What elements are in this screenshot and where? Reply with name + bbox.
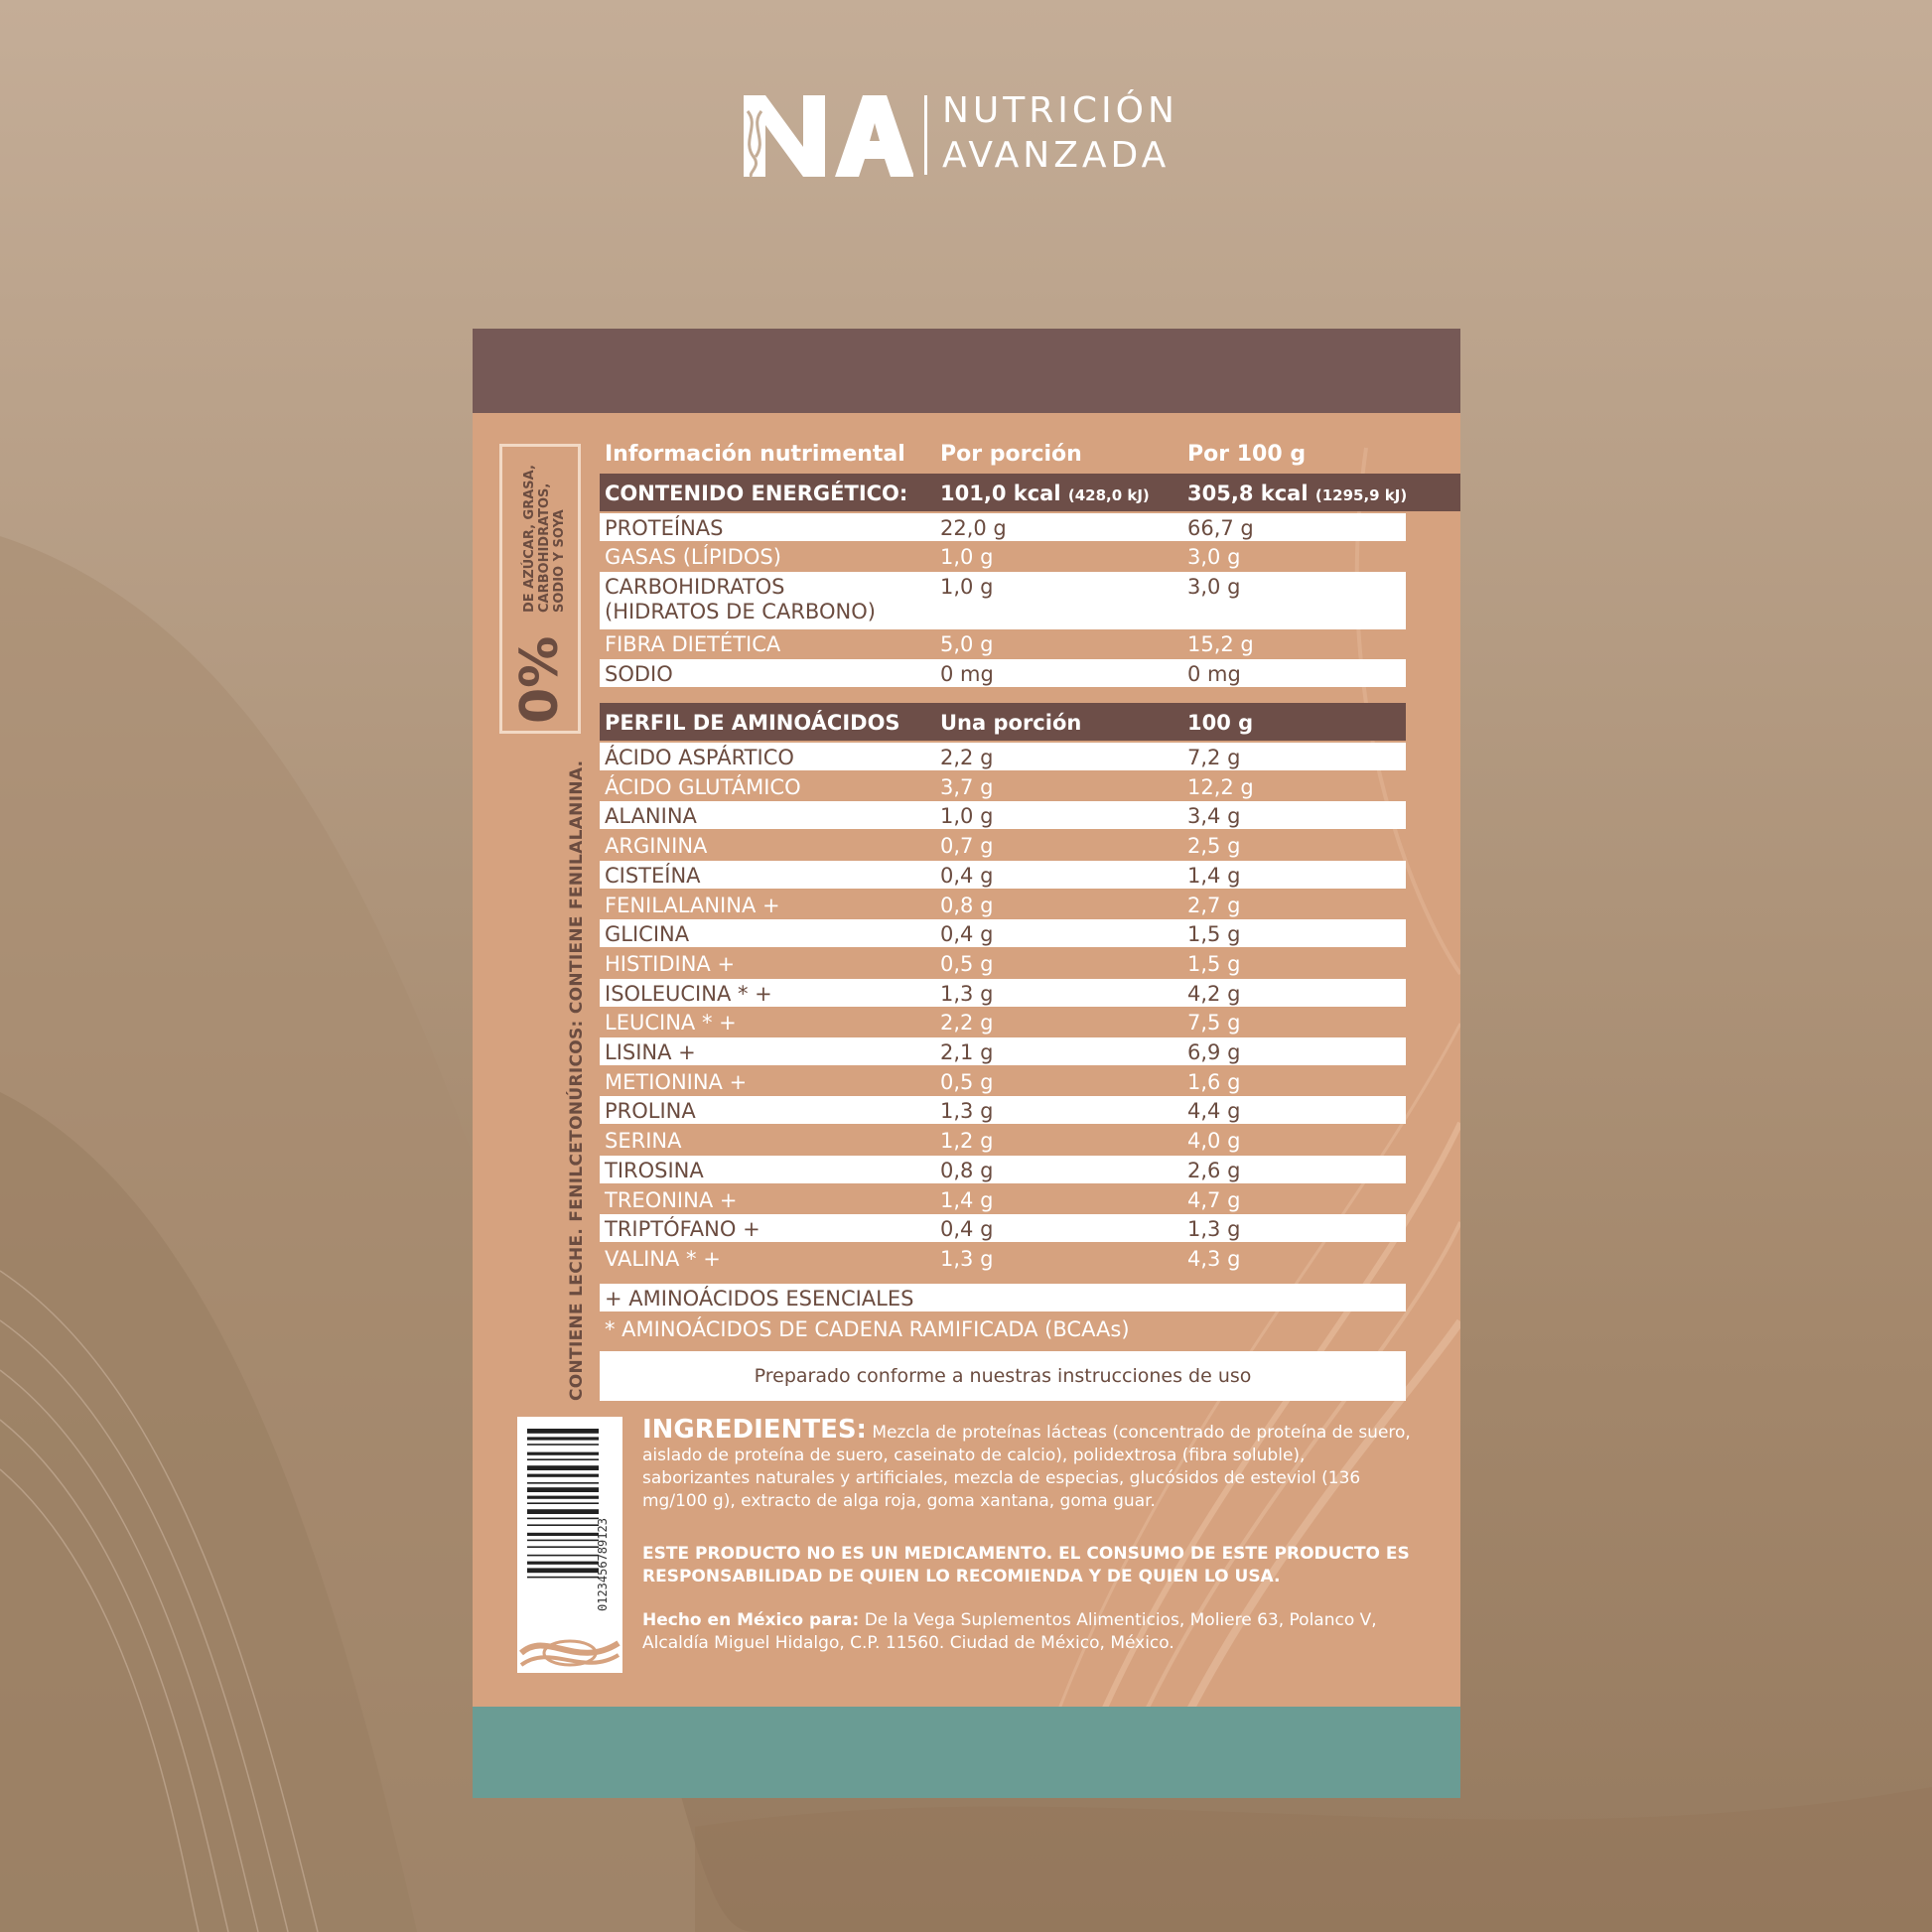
row-portion: 2,1 g [940, 1040, 994, 1064]
energy-label: CONTENIDO ENERGÉTICO: [605, 482, 908, 505]
row-label: TIROSINA [605, 1158, 704, 1182]
row-label: SERINA [605, 1129, 682, 1154]
prepared-note: Preparado conforme a nuestras instrucciones de uso [600, 1351, 1406, 1401]
row-per100: 6,9 g [1187, 1040, 1241, 1064]
header-per100: Por 100 g [1187, 442, 1307, 467]
ingredients-heading: INGREDIENTES: [642, 1415, 867, 1445]
row-portion: 1,3 g [940, 1099, 994, 1124]
row-label: FIBRA DIETÉTICA [605, 632, 781, 656]
row-per100: 1,3 g [1187, 1217, 1241, 1242]
energy-per100 [1187, 482, 1407, 505]
row-label: METIONINA + [605, 1069, 748, 1094]
row-label: VALINA * + [605, 1246, 721, 1271]
row-label: GLICINA [605, 922, 690, 947]
row-per100: 7,5 g [1187, 1011, 1241, 1035]
nutrition-header [600, 436, 1460, 472]
na-logo-icon [740, 91, 913, 181]
row-per100: 1,4 g [1187, 863, 1241, 888]
amino-row [600, 1096, 1406, 1124]
row-per100: 3,4 g [1187, 804, 1241, 829]
row-per100: 66,7 g [1187, 516, 1254, 540]
amino-row [600, 891, 1406, 918]
row-portion: 1,0 g [940, 575, 994, 599]
brand-divider [924, 95, 927, 175]
energy-portion-kj: (428,0 kJ) [1067, 486, 1150, 504]
row-label: PROTEÍNAS [605, 516, 724, 540]
row-portion: 5,0 g [940, 632, 994, 656]
amino-row [600, 1067, 1406, 1095]
row-label: FENILALANINA + [605, 893, 780, 917]
amino-row [600, 1156, 1406, 1183]
amino-row [600, 1244, 1406, 1272]
amino-header-portion: Una porción [940, 711, 1082, 735]
amino-row [600, 1185, 1406, 1213]
nutrition-row [600, 542, 1406, 570]
row-per100: 4,7 g [1187, 1187, 1241, 1212]
bcaa-note: * AMINOÁCIDOS DE CADENA RAMIFICADA (BCAAs) [605, 1317, 1130, 1341]
row-per100: 4,3 g [1187, 1246, 1241, 1271]
amino-row [600, 831, 1406, 859]
made-in-text: De la Vega Suplementos Alimenticios, Moliere 63, Polanco V, Alcaldía Miguel Hidalgo, C.P. 11560. Ciudad de México, México. [642, 1610, 1377, 1653]
amino-row [600, 919, 1406, 947]
row-portion: 1,3 g [940, 1246, 994, 1271]
row-portion: 0,4 g [940, 1217, 994, 1242]
row-label: ISOLEUCINA * + [605, 981, 772, 1006]
zero-claim-text: DE AZÚCAR, GRASA, CARBOHIDRATOS, SODIO Y SOYA [522, 465, 567, 613]
amino-row [600, 979, 1406, 1007]
energy-per100-kcal: 305,8 kcal [1187, 482, 1309, 505]
energy-portion [940, 482, 1150, 505]
row-per100: 12,2 g [1187, 774, 1254, 799]
row-portion: 1,0 g [940, 545, 994, 569]
row-label: HISTIDINA + [605, 951, 736, 976]
label-bottom-band [473, 1707, 1460, 1798]
amino-row [600, 1008, 1406, 1035]
row-per100: 7,2 g [1187, 746, 1241, 769]
row-portion: 1,0 g [940, 804, 994, 829]
row-portion: 0,4 g [940, 922, 994, 947]
row-label: LISINA + [605, 1040, 696, 1064]
amino-header [600, 703, 1406, 741]
row-label: LEUCINA * + [605, 1011, 737, 1035]
row-portion: 0,5 g [940, 951, 994, 976]
row-per100: 3,0 g [1187, 575, 1241, 599]
row-label: SODIO [605, 662, 673, 686]
row-label: CISTEÍNA [605, 863, 701, 888]
row-portion: 0,7 g [940, 834, 994, 859]
row-per100: 15,2 g [1187, 632, 1254, 656]
amino-row [600, 1037, 1406, 1065]
brand-name-line1: NUTRICIÓN [942, 90, 1178, 131]
ingredients-text: Mezcla de proteínas lácteas (concentrado de proteína de suero, aislado de proteína de suero, caseinato de calcio), polidextrosa (fibra soluble), saborizantes naturales y artificiales, mezcla de especias, glucósidos de esteviol (136 mg/100 g), extracto de alga roja, goma xantana, goma guar. [642, 1423, 1411, 1511]
amino-row [600, 949, 1406, 977]
brand-logo [740, 91, 1196, 181]
row-per100: 1,5 g [1187, 922, 1241, 947]
row-portion: 0,8 g [940, 893, 994, 917]
essential-note [600, 1284, 1406, 1311]
row-per100: 1,5 g [1187, 951, 1241, 976]
barcode [517, 1417, 622, 1673]
amino-row [600, 1126, 1406, 1154]
row-per100: 2,6 g [1187, 1158, 1241, 1182]
row-per100: 2,7 g [1187, 893, 1241, 917]
row-label: ÁCIDO GLUTÁMICO [605, 774, 801, 799]
header-info: Información nutrimental [605, 442, 905, 467]
amino-header-label: PERFIL DE AMINOÁCIDOS [605, 711, 900, 735]
nutrition-row [600, 659, 1406, 687]
nutrition-row [600, 513, 1406, 541]
row-label: TRIPTÓFANO + [605, 1217, 760, 1242]
header-portion: Por porción [940, 442, 1082, 467]
row-label: CARBOHIDRATOS [605, 575, 785, 599]
amino-row [600, 772, 1406, 800]
essential-note-text: + AMINOÁCIDOS ESENCIALES [605, 1287, 914, 1311]
row-per100: 4,0 g [1187, 1129, 1241, 1154]
amino-row [600, 1214, 1406, 1242]
row-label: ALANINA [605, 804, 697, 829]
row-per100: 2,5 g [1187, 834, 1241, 859]
nutrition-row [600, 629, 1406, 657]
allergen-warning: CONTIENE LECHE. FENILCETONÚRICOS: CONTIENE FENILALANINA. [567, 759, 587, 1401]
amino-row [600, 801, 1406, 829]
ingredients [642, 1415, 1417, 1513]
row-portion: 1,3 g [940, 981, 994, 1006]
row-per100: 1,6 g [1187, 1069, 1241, 1094]
row-portion: 1,2 g [940, 1129, 994, 1154]
row-label: GASAS (LÍPIDOS) [605, 545, 781, 569]
row-portion: 0,5 g [940, 1069, 994, 1094]
row-portion: 0 mg [940, 662, 994, 686]
row-per100: 4,2 g [1187, 981, 1241, 1006]
amino-row [600, 743, 1406, 770]
row-portion: 22,0 g [940, 516, 1007, 540]
energy-per100-kj: (1295,9 kJ) [1314, 486, 1408, 504]
row-portion: 2,2 g [940, 746, 994, 769]
medical-warning: ESTE PRODUCTO NO ES UN MEDICAMENTO. EL CONSUMO DE ESTE PRODUCTO ES RESPONSABILIDAD DE QUIEN LO RECOMIENDA Y DE QUIEN LO USA. [642, 1544, 1410, 1587]
row-portion: 1,4 g [940, 1187, 994, 1212]
row-label: PROLINA [605, 1099, 696, 1124]
row-label: ARGININA [605, 834, 708, 859]
product-label [473, 329, 1460, 1798]
made-in [642, 1609, 1417, 1655]
barcode-number: 0123456789123 [596, 1518, 610, 1611]
row-portion: 3,7 g [940, 774, 994, 799]
row-portion: 0,8 g [940, 1158, 994, 1182]
amino-header-per100: 100 g [1187, 711, 1254, 735]
amino-row [600, 861, 1406, 889]
energy-row [600, 474, 1460, 511]
row-per100: 3,0 g [1187, 545, 1241, 569]
row-portion: 2,2 g [940, 1011, 994, 1035]
row-portion: 0,4 g [940, 863, 994, 888]
brand-name-line2: AVANZADA [942, 135, 1171, 176]
row-per100: 0 mg [1187, 662, 1241, 686]
row-label: TREONINA + [605, 1187, 738, 1212]
label-top-band [473, 329, 1460, 413]
nutrition-row [600, 572, 1406, 629]
energy-portion-kcal: 101,0 kcal [940, 482, 1061, 505]
zero-percent: 0% [510, 635, 570, 724]
row-label: ÁCIDO ASPÁRTICO [605, 746, 794, 769]
made-in-heading: Hecho en México para: [642, 1610, 860, 1630]
row-label-line2: (HIDRATOS DE CARBONO) [605, 600, 876, 623]
row-per100: 4,4 g [1187, 1099, 1241, 1124]
